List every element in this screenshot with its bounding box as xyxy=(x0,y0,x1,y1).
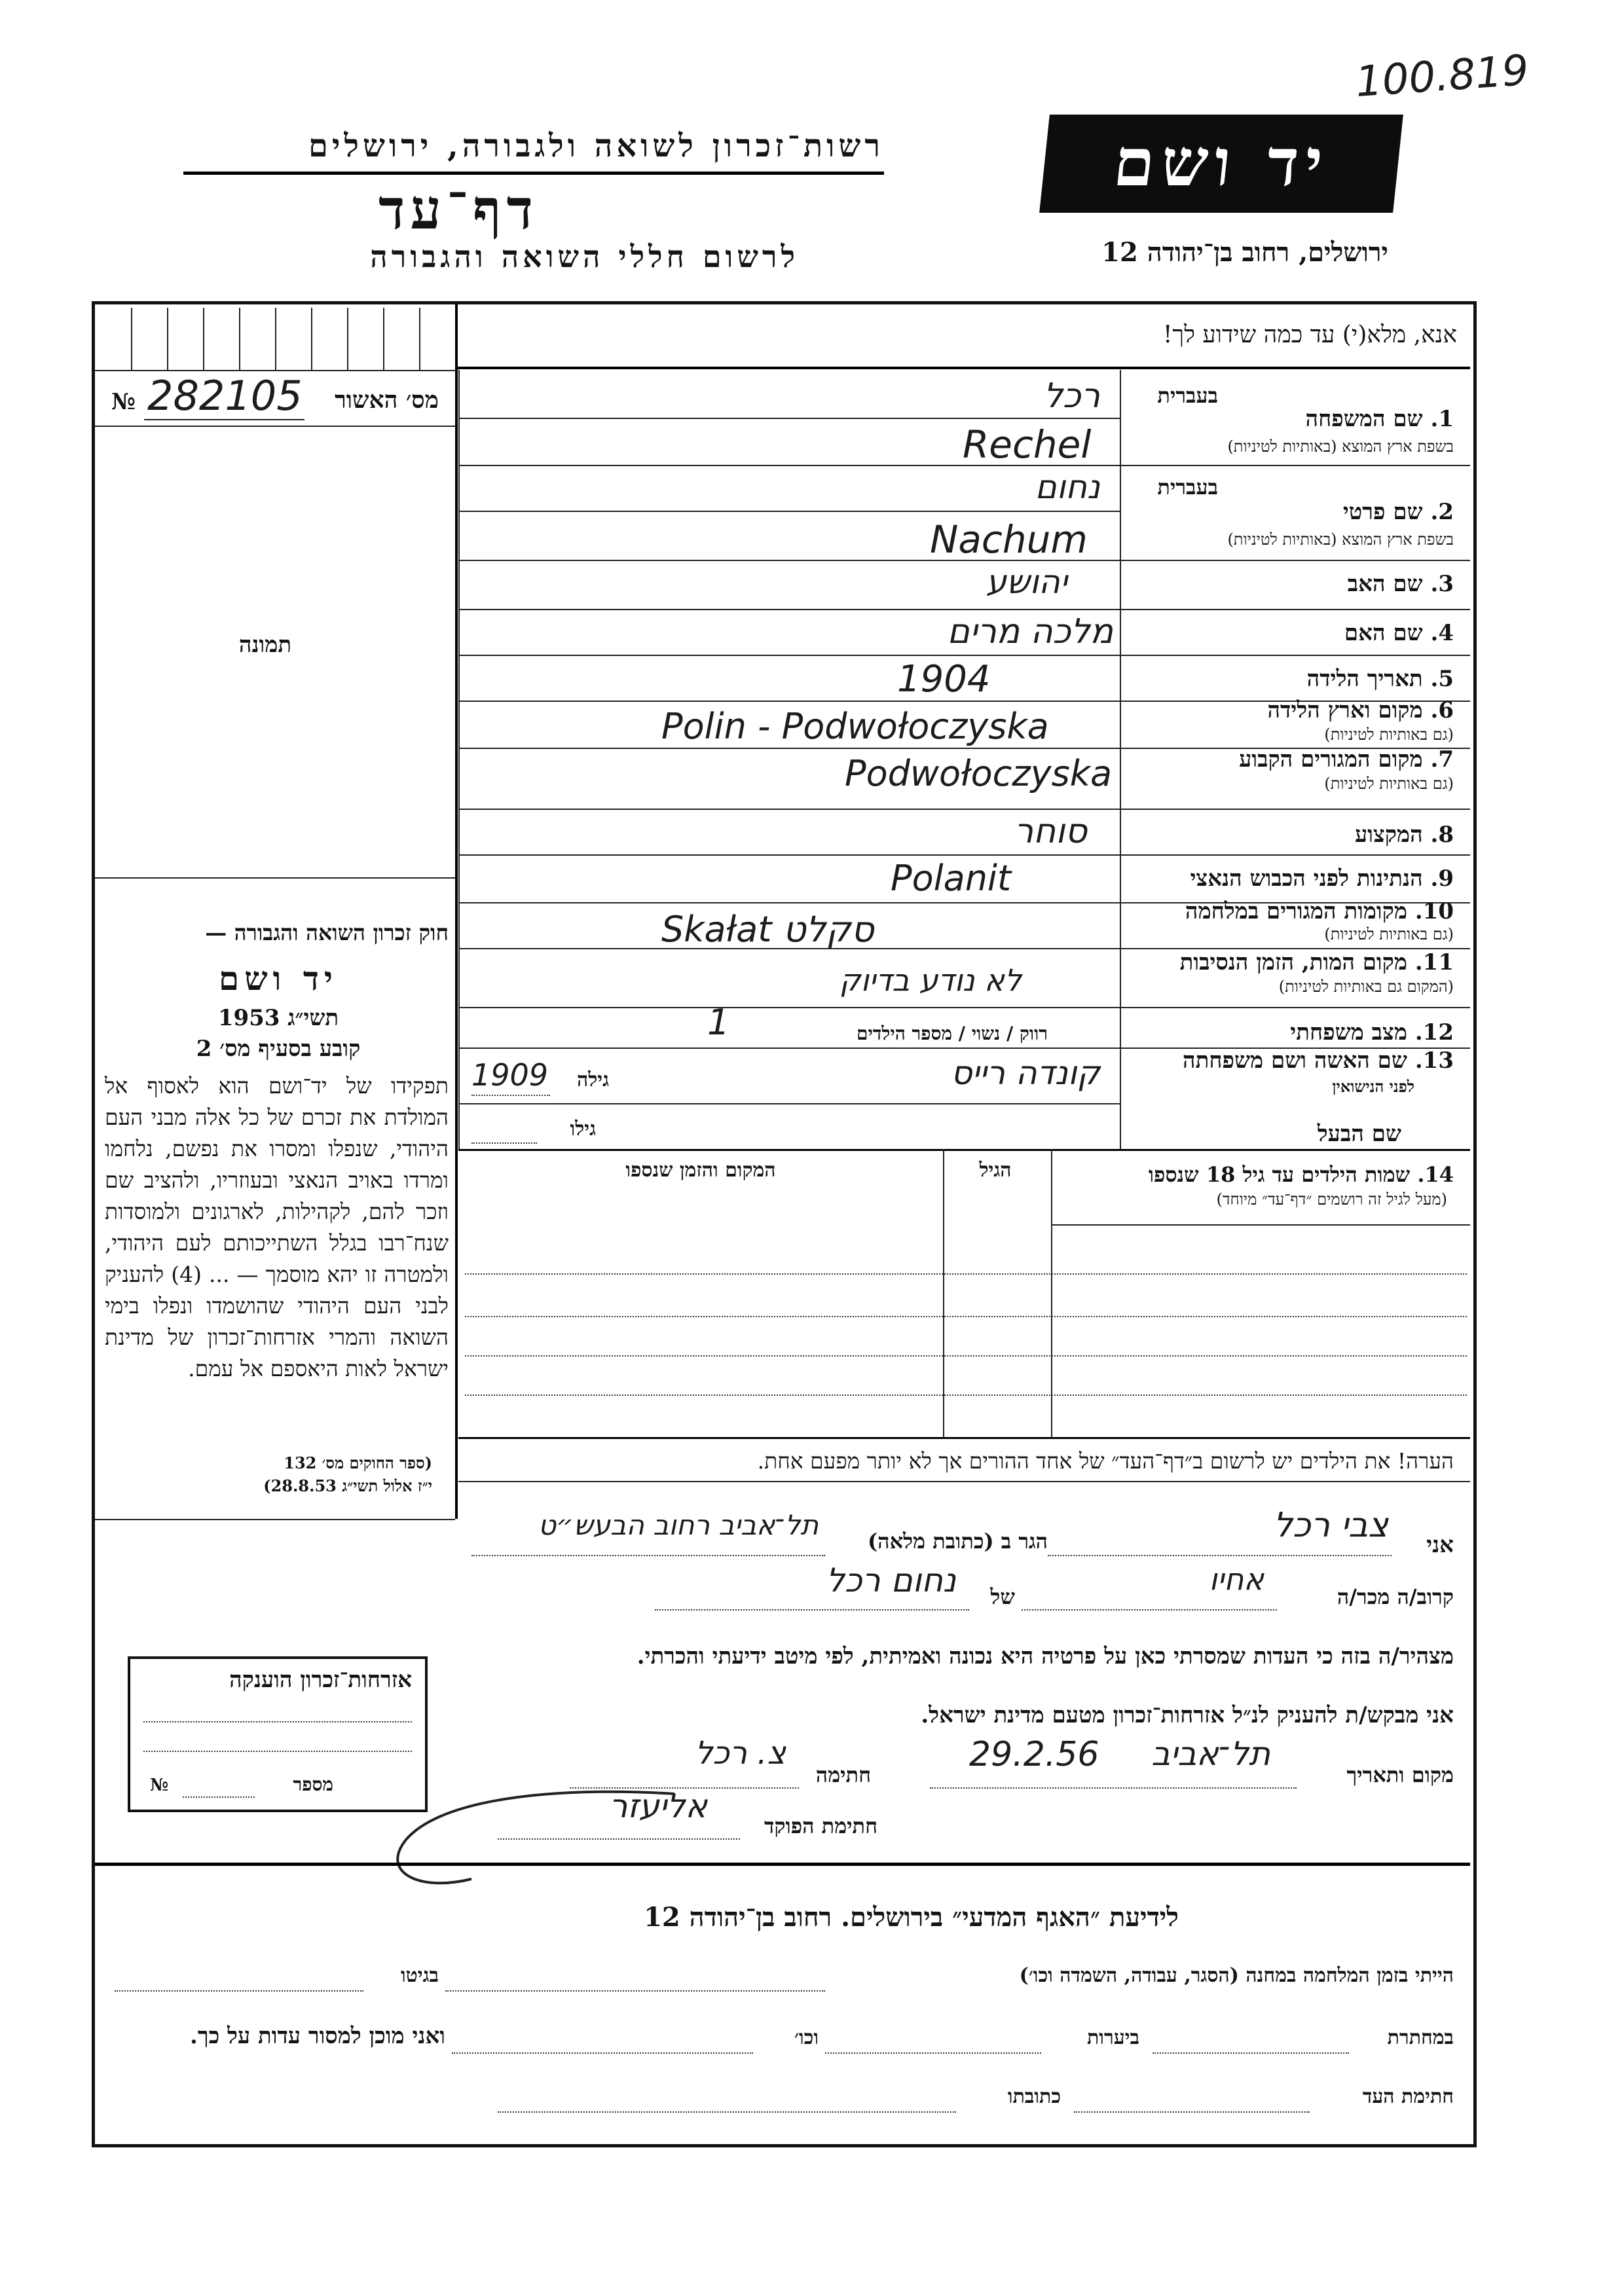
intro-text: אנא, מלא(י) עד כמה שידוע לך! xyxy=(1162,321,1457,348)
intro-divider xyxy=(455,367,1470,369)
field-5-label-text: תאריך הלידה xyxy=(1306,666,1423,692)
registration-underline xyxy=(144,419,304,420)
box-divider xyxy=(131,308,132,370)
row-line xyxy=(458,418,1120,419)
field-2-value-latin: Nachum xyxy=(930,517,1088,562)
signature-value: צ. רכל xyxy=(695,1735,786,1772)
field-1-latin-label: בשפת ארץ המוצא (באותיות לטיניות) xyxy=(1227,437,1454,456)
citizenship-line xyxy=(143,1721,412,1722)
footer-line3-dots xyxy=(498,2111,956,2113)
age-line xyxy=(471,1095,550,1096)
of-value: נחום רכל xyxy=(826,1561,956,1599)
field-5-value: 1904 xyxy=(897,658,991,701)
place-date-label: מקום ותאריך xyxy=(1346,1762,1454,1787)
date-value: 29.2.56 xyxy=(969,1735,1099,1774)
children-row xyxy=(465,1394,1467,1396)
authority-name: רשות־זכרון לשואה ולגבורה, ירושלים xyxy=(308,128,884,164)
law-footnote-2: י״ז אלול תשי״ג 28.8.53) xyxy=(263,1476,432,1495)
row-line xyxy=(458,655,1470,656)
row-line xyxy=(458,511,1120,512)
field-12-num: 12. xyxy=(1414,1019,1454,1046)
remark: הערה! את הילדים יש לרשום ב״דף־העד״ של אחד ההורים אך לא יותר מפעם אחת. xyxy=(757,1448,1454,1474)
footer-line2-d: ואני מוכן למסור עדות על כך. xyxy=(190,2023,445,2049)
box-divider xyxy=(311,308,312,370)
field-1-label xyxy=(1139,406,1454,432)
field-8-label-text: המקצוע xyxy=(1354,822,1423,848)
declaration-text: מצהיר/ה בזה כי העדות שמסרתי כאן על פרטיה היא נכונה ואמיתית, לפי מיטב ידיעתי והכרתי. xyxy=(637,1643,1454,1669)
field-3-num: 3. xyxy=(1430,571,1454,597)
left-column-divider xyxy=(455,304,458,1519)
field-12-children: 1 xyxy=(707,1002,730,1043)
footer-line3-dots xyxy=(1074,2111,1310,2113)
field-13-note: לפני הנישואין xyxy=(1332,1077,1414,1096)
relation-label: קרוב/ה מכר/ה xyxy=(1337,1584,1454,1609)
box-divider xyxy=(347,308,348,370)
footer-line3-b: כתובתו xyxy=(1007,2085,1061,2108)
footer-line1-dots xyxy=(445,1990,825,1992)
children-header-age: הגיל xyxy=(979,1159,1012,1182)
registration-number: 282105 xyxy=(147,372,303,420)
law-name: יד ושם xyxy=(219,959,338,998)
declarant-name-label: אני xyxy=(1426,1532,1454,1558)
declarant-address-value: תל־אביב רחוב הבעש״ט xyxy=(538,1509,819,1541)
signature-label: חתימה xyxy=(815,1762,871,1787)
footer-line3-a: חתימת העד xyxy=(1362,2085,1454,2108)
yad-vashem-logo xyxy=(1039,115,1403,213)
children-row xyxy=(465,1316,1467,1317)
husband-age-label: גילו xyxy=(570,1118,596,1140)
footer-line2-dots xyxy=(452,2052,753,2054)
field-1-num: 1. xyxy=(1430,406,1454,432)
archive-number: 100.819 xyxy=(1354,46,1530,107)
field-6-num: 6. xyxy=(1430,697,1454,723)
field-4-label xyxy=(1139,620,1454,646)
field-13-value: קונדה רייס xyxy=(950,1054,1100,1092)
footer-line1-end: בגיטו xyxy=(400,1964,439,1987)
footer-line2-dots xyxy=(1153,2052,1349,2054)
children-col-divider-2 xyxy=(943,1149,944,1437)
field-13-label-text: שם האשה ושם משפחתה xyxy=(1183,1048,1407,1074)
row-line xyxy=(458,854,1470,856)
field-13-age-label: גילה xyxy=(576,1068,609,1091)
field-9-num: 9. xyxy=(1430,866,1454,892)
field-9-label-text: הנתינות לפני הכבוש הנאצי xyxy=(1190,866,1423,892)
officer-label: חתימת הפוקד xyxy=(764,1813,877,1838)
field-3-label xyxy=(1139,571,1454,597)
children-col-divider-1 xyxy=(1051,1149,1052,1437)
field-7-label xyxy=(1139,746,1454,773)
label-column-divider xyxy=(1120,370,1121,1149)
field-7-note: (גם באותיות לטיניות) xyxy=(1324,774,1454,793)
field-11-value: לא נודע בדיוק xyxy=(839,962,1022,998)
declarant-name-value: צבי רכל xyxy=(1273,1506,1388,1545)
field-1-sublabel: בעברית xyxy=(1157,383,1218,408)
section-line xyxy=(458,1437,1470,1439)
field-10-label xyxy=(1139,898,1454,924)
left-column-bottom xyxy=(95,1519,455,1520)
field-7-label-text: מקום המגורים הקבוע xyxy=(1239,746,1423,773)
declarant-name-line xyxy=(1048,1555,1392,1556)
field-9-value: Polanit xyxy=(891,858,1012,899)
children-header-num: 14. xyxy=(1417,1162,1454,1187)
value-column-left xyxy=(458,370,460,1149)
field-5-num: 5. xyxy=(1430,666,1454,692)
field-10-value: Skałat סקלט xyxy=(661,909,874,950)
declarant-address-line xyxy=(471,1555,825,1556)
field-12-value: רווק / נשוי / מספר הילדים xyxy=(856,1023,1048,1044)
relation-line xyxy=(1022,1609,1277,1611)
photo-box-top xyxy=(95,426,455,427)
box-divider xyxy=(203,308,204,370)
row-line xyxy=(458,609,1470,610)
field-9-label xyxy=(1139,866,1454,892)
registration-number-symbol: № xyxy=(111,389,136,415)
field-4-label-text: שם האם xyxy=(1344,620,1423,646)
field-2-label-text: שם פרטי xyxy=(1342,499,1423,525)
row-line xyxy=(458,809,1470,810)
row-line xyxy=(458,560,1470,561)
footer-line2-b: ביערות xyxy=(1086,2026,1139,2049)
age-line xyxy=(471,1142,537,1144)
officer-signature: אליעזר xyxy=(609,1787,707,1825)
children-row xyxy=(465,1355,1467,1357)
field-11-note: (המקום גם באותיות לטיניות) xyxy=(1278,977,1454,996)
footer-line1-start: הייתי בזמן המלחמה במחנה (הסגר, עבודה, השמדה וכו׳) xyxy=(1019,1964,1454,1987)
field-1-label-text: שם המשפחה xyxy=(1305,406,1423,432)
law-clause: קובע בסעיף מס׳ 2 xyxy=(196,1036,361,1062)
box-divider xyxy=(275,308,276,370)
law-body: תפקידו של יד־ושם הוא לאסוף אל המולדת את זכרם של כל אלה מבני העם היהודי, שנפלו ומסרו את נפשם, נלחמו ומרדו באויב הנאצי ובעוזריו, ולהציב שם וזכר להם, לקהילות, לארגונים ולמוסדות שנח־רבו בגלל השתייכותם לעם היהודי, ולמטרה זו יהא מוסמך — ... (4) להעניק לבני העם היהודי שהושמדו ונפלו בימי השואה והמרי אזרחות־זכרון של מדינת ישראל לאות היאספם אל עמם. xyxy=(105,1073,449,1381)
field-1-value-hebrew: רכל xyxy=(1043,376,1100,416)
box-divider xyxy=(383,308,384,370)
field-8-value: סוחר xyxy=(1014,812,1087,851)
field-12-label xyxy=(1139,1019,1454,1046)
footer-line2-a: במחתרת xyxy=(1387,2026,1454,2049)
footer-line2-c: וכו׳ xyxy=(794,2026,819,2049)
field-5-label xyxy=(1139,666,1454,692)
children-header-name xyxy=(1054,1162,1454,1187)
footer-title: לידיעת ״האגף המדעי״ בירושלים. רחוב בן־יהודה 12 xyxy=(644,1902,1179,1933)
field-13-num: 13. xyxy=(1414,1048,1454,1074)
of-label: של xyxy=(990,1584,1015,1609)
field-13-label xyxy=(1139,1048,1454,1074)
box-divider xyxy=(419,308,420,370)
field-2-sublabel: בעברית xyxy=(1157,475,1218,500)
footer-line1-tail xyxy=(115,1990,363,1992)
field-6-note: (גם באותיות לטיניות) xyxy=(1324,725,1454,744)
photo-label: תמונה xyxy=(238,632,292,658)
authority-underline xyxy=(183,172,884,175)
row-line xyxy=(458,1007,1470,1008)
field-10-label-text: מקומות המגורים במלחמה xyxy=(1185,898,1407,924)
field-2-latin-label: בשפת ארץ המוצא (באותיות לטיניות) xyxy=(1227,530,1454,549)
field-8-label xyxy=(1139,822,1454,848)
section-line xyxy=(458,1149,1470,1151)
children-header-line xyxy=(1051,1224,1470,1226)
box-divider xyxy=(239,308,240,370)
children-header-note: (מעל לגיל זה רושמים ״דף־עד״ מיוחד) xyxy=(1216,1190,1447,1209)
officer-signature-flourish xyxy=(367,1768,694,1899)
footer-divider xyxy=(95,1863,1470,1866)
field-11-num: 11. xyxy=(1414,949,1454,975)
citizenship-line xyxy=(143,1751,412,1752)
row-line xyxy=(458,1103,1120,1104)
field-6-value: Polin - Podwołoczyska xyxy=(661,706,1049,747)
field-3-label-text: שם האב xyxy=(1347,571,1423,597)
field-10-num: 10. xyxy=(1414,898,1454,924)
footer-line2-dots xyxy=(825,2052,1041,2054)
law-year: תשי״ג 1953 xyxy=(217,1005,339,1031)
row-line xyxy=(458,465,1470,466)
citizenship-title: אזרחות־זכרון הוענקה xyxy=(229,1667,412,1693)
box-divider xyxy=(167,308,168,370)
children-row xyxy=(465,1273,1467,1275)
place-date-line xyxy=(930,1787,1297,1789)
field-7-value: Podwołoczyska xyxy=(845,753,1113,794)
registration-label: מס׳ האשור xyxy=(335,386,439,414)
field-6-label-text: מקום וארץ הלידה xyxy=(1267,697,1423,723)
field-8-num: 8. xyxy=(1430,822,1454,848)
field-11-label xyxy=(1139,949,1454,975)
logo-text: יד ושם xyxy=(1110,124,1333,201)
form-subtitle: לרשום חללי השואה והגבורה xyxy=(370,239,799,274)
field-6-label xyxy=(1139,697,1454,723)
address: ירושלים, רחוב בן־יהודה 12 xyxy=(1101,237,1388,268)
field-13-age-value: 1909 xyxy=(471,1057,549,1093)
field-2-label xyxy=(1139,499,1454,525)
children-header-place: המקום והזמן שנספו xyxy=(625,1159,776,1182)
declarant-address-label: הגר ב (כתובת מלאה) xyxy=(868,1529,1048,1554)
children-header-name-text: שמות הילדים עד גיל 18 שנספו xyxy=(1148,1162,1411,1187)
citizenship-number-symbol: № xyxy=(150,1776,169,1795)
field-1-value-latin: Rechel xyxy=(963,422,1092,467)
citizenship-number-line xyxy=(183,1796,255,1798)
law-title: חוק זכרון השואה והגבורה — xyxy=(205,920,449,945)
photo-box-bottom xyxy=(95,877,455,879)
field-2-num: 2. xyxy=(1430,499,1454,525)
citizenship-number-label: מספר xyxy=(293,1774,333,1795)
box-strip-bottom xyxy=(95,370,455,371)
field-7-num: 7. xyxy=(1430,746,1454,773)
field-4-num: 4. xyxy=(1430,620,1454,646)
of-line xyxy=(655,1609,969,1611)
husband-label: שם הבעל xyxy=(1317,1121,1401,1147)
field-11-label-text: מקום המות, הזמן הנסיבות xyxy=(1179,949,1407,975)
law-footnote-1: (ספר החוקים מס׳ 132 xyxy=(284,1453,432,1472)
field-4-value: מלכה מרים xyxy=(947,612,1113,651)
request-text: אני מבקש/ת להעניק לנ״ל אזרחות־זכרון מטעם מדינת ישראל. xyxy=(921,1702,1454,1728)
field-10-note: (גם באותיות לטיניות) xyxy=(1324,925,1454,943)
place-value: תל־אביב xyxy=(1151,1735,1270,1773)
remark-line xyxy=(458,1481,1470,1482)
form-title: דף־עד xyxy=(378,177,538,242)
field-3-value: יהושע xyxy=(986,563,1067,601)
relation-value: אחיו xyxy=(1209,1561,1264,1597)
field-12-label-text: מצב משפחתי xyxy=(1290,1019,1407,1046)
field-2-value-hebrew: נחום xyxy=(1035,468,1100,506)
